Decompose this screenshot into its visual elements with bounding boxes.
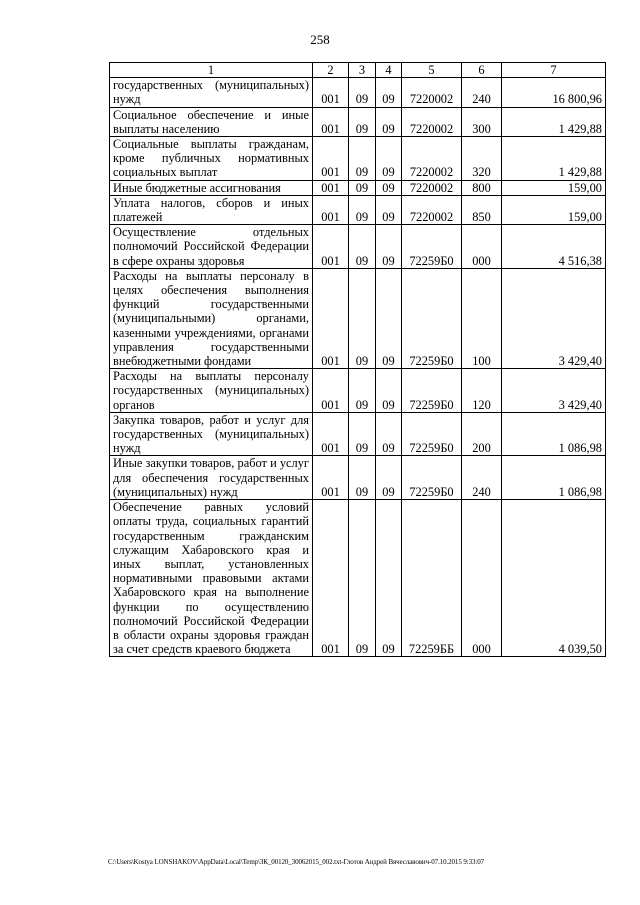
row-name-cell: Иные закупки товаров, работ и услуг для обеспечения государственных (муниципальных) нужд <box>110 456 313 500</box>
row-name-cell: Закупка товаров, работ и услуг для государственных (муниципальных) нужд <box>110 412 313 456</box>
expense-type-cell: 000 <box>462 500 502 657</box>
amount-cell: 4 039,50 <box>502 500 606 657</box>
subsection-cell: 09 <box>376 225 402 269</box>
target-article-cell: 72259ББ <box>402 500 462 657</box>
subsection-cell: 09 <box>376 78 402 107</box>
column-header: 2 <box>313 63 349 78</box>
expense-type-cell: 240 <box>462 456 502 500</box>
expense-type-cell: 240 <box>462 78 502 107</box>
expense-type-cell: 800 <box>462 180 502 195</box>
row-name-cell: Социальные выплаты гражданам, кроме публичных нормативных социальных выплат <box>110 137 313 181</box>
table-row <box>110 137 606 181</box>
code-cell: 001 <box>313 107 349 136</box>
amount-cell: 16 800,96 <box>502 78 606 107</box>
table-row <box>110 78 606 107</box>
table-row <box>110 456 606 500</box>
section-cell: 09 <box>349 195 376 224</box>
expense-type-cell: 120 <box>462 369 502 413</box>
section-cell: 09 <box>349 369 376 413</box>
page-number: 258 <box>310 32 330 47</box>
section-cell: 09 <box>349 412 376 456</box>
target-article-cell: 7220002 <box>402 180 462 195</box>
table-row <box>110 500 606 657</box>
amount-cell: 159,00 <box>502 195 606 224</box>
amount-cell: 4 516,38 <box>502 225 606 269</box>
table-row <box>110 195 606 224</box>
code-cell: 001 <box>313 225 349 269</box>
table-row <box>110 107 606 136</box>
row-name-cell: Расходы на выплаты персоналу в целях обеспечения выполнения функций государственными (муниципальными) органами, казенными учреждениями, органами управления государственными внебюджетными фондами <box>110 268 313 368</box>
row-name-cell: Социальное обеспечение и иные выплаты населению <box>110 107 313 136</box>
amount-cell: 3 429,40 <box>502 268 606 368</box>
row-name-cell: Расходы на выплаты персоналу государственных (муниципальных) органов <box>110 369 313 413</box>
section-cell: 09 <box>349 137 376 181</box>
section-cell: 09 <box>349 456 376 500</box>
target-article-cell: 72259Б0 <box>402 456 462 500</box>
code-cell: 001 <box>313 412 349 456</box>
section-cell: 09 <box>349 107 376 136</box>
row-name-cell: Обеспечение равных условий оплаты труда, социальных гарантий государственным гражданским служащим Хабаровского края и иных выплат, установленных нормативными правовыми актами Хабаровского края на выполнение функции по осуществлению полномочий Российской Федерации в области охраны здоровья граждан за счет средств краевого бюджета <box>110 500 313 657</box>
target-article-cell: 72259Б0 <box>402 412 462 456</box>
amount-cell: 1 429,88 <box>502 137 606 181</box>
column-header: 5 <box>402 63 462 78</box>
expense-type-cell: 300 <box>462 107 502 136</box>
section-cell: 09 <box>349 268 376 368</box>
amount-cell: 1 086,98 <box>502 412 606 456</box>
expense-type-cell: 850 <box>462 195 502 224</box>
expense-type-cell: 100 <box>462 268 502 368</box>
amount-cell: 1 086,98 <box>502 456 606 500</box>
column-header: 4 <box>376 63 402 78</box>
target-article-cell: 72259Б0 <box>402 268 462 368</box>
code-cell: 001 <box>313 456 349 500</box>
column-header: 6 <box>462 63 502 78</box>
code-cell: 001 <box>313 500 349 657</box>
table-row <box>110 412 606 456</box>
budget-table <box>109 62 606 657</box>
amount-cell: 159,00 <box>502 180 606 195</box>
subsection-cell: 09 <box>376 412 402 456</box>
target-article-cell: 72259Б0 <box>402 369 462 413</box>
table-row <box>110 369 606 413</box>
expense-type-cell: 000 <box>462 225 502 269</box>
target-article-cell: 7220002 <box>402 195 462 224</box>
table-header-row <box>110 63 606 78</box>
section-cell: 09 <box>349 225 376 269</box>
section-cell: 09 <box>349 78 376 107</box>
table-row <box>110 225 606 269</box>
subsection-cell: 09 <box>376 180 402 195</box>
target-article-cell: 7220002 <box>402 78 462 107</box>
table-row <box>110 180 606 195</box>
row-name-cell: Уплата налогов, сборов и иных платежей <box>110 195 313 224</box>
section-cell: 09 <box>349 180 376 195</box>
target-article-cell: 7220002 <box>402 107 462 136</box>
row-name-cell: государственных (муниципальных) нужд <box>110 78 313 107</box>
column-header: 3 <box>349 63 376 78</box>
code-cell: 001 <box>313 78 349 107</box>
code-cell: 001 <box>313 369 349 413</box>
code-cell: 001 <box>313 195 349 224</box>
target-article-cell: 7220002 <box>402 137 462 181</box>
expense-type-cell: 320 <box>462 137 502 181</box>
subsection-cell: 09 <box>376 107 402 136</box>
footer-file-path: C:\Users\Kostya LONSHAKOV\AppData\Local\Temp\ЗК_00120_30062015_002.txt-Глотов Андрей Вячеславович-07.10.2015 9:33:07 <box>108 858 485 866</box>
code-cell: 001 <box>313 180 349 195</box>
subsection-cell: 09 <box>376 369 402 413</box>
column-header: 1 <box>110 63 313 78</box>
row-name-cell: Иные бюджетные ассигнования <box>110 180 313 195</box>
row-name-cell: Осуществление отдельных полномочий Российской Федерации в сфере охраны здоровья <box>110 225 313 269</box>
subsection-cell: 09 <box>376 268 402 368</box>
subsection-cell: 09 <box>376 137 402 181</box>
table-row <box>110 268 606 368</box>
subsection-cell: 09 <box>376 500 402 657</box>
section-cell: 09 <box>349 500 376 657</box>
amount-cell: 1 429,88 <box>502 107 606 136</box>
code-cell: 001 <box>313 137 349 181</box>
subsection-cell: 09 <box>376 195 402 224</box>
subsection-cell: 09 <box>376 456 402 500</box>
target-article-cell: 72259Б0 <box>402 225 462 269</box>
amount-cell: 3 429,40 <box>502 369 606 413</box>
expense-type-cell: 200 <box>462 412 502 456</box>
code-cell: 001 <box>313 268 349 368</box>
column-header: 7 <box>502 63 606 78</box>
